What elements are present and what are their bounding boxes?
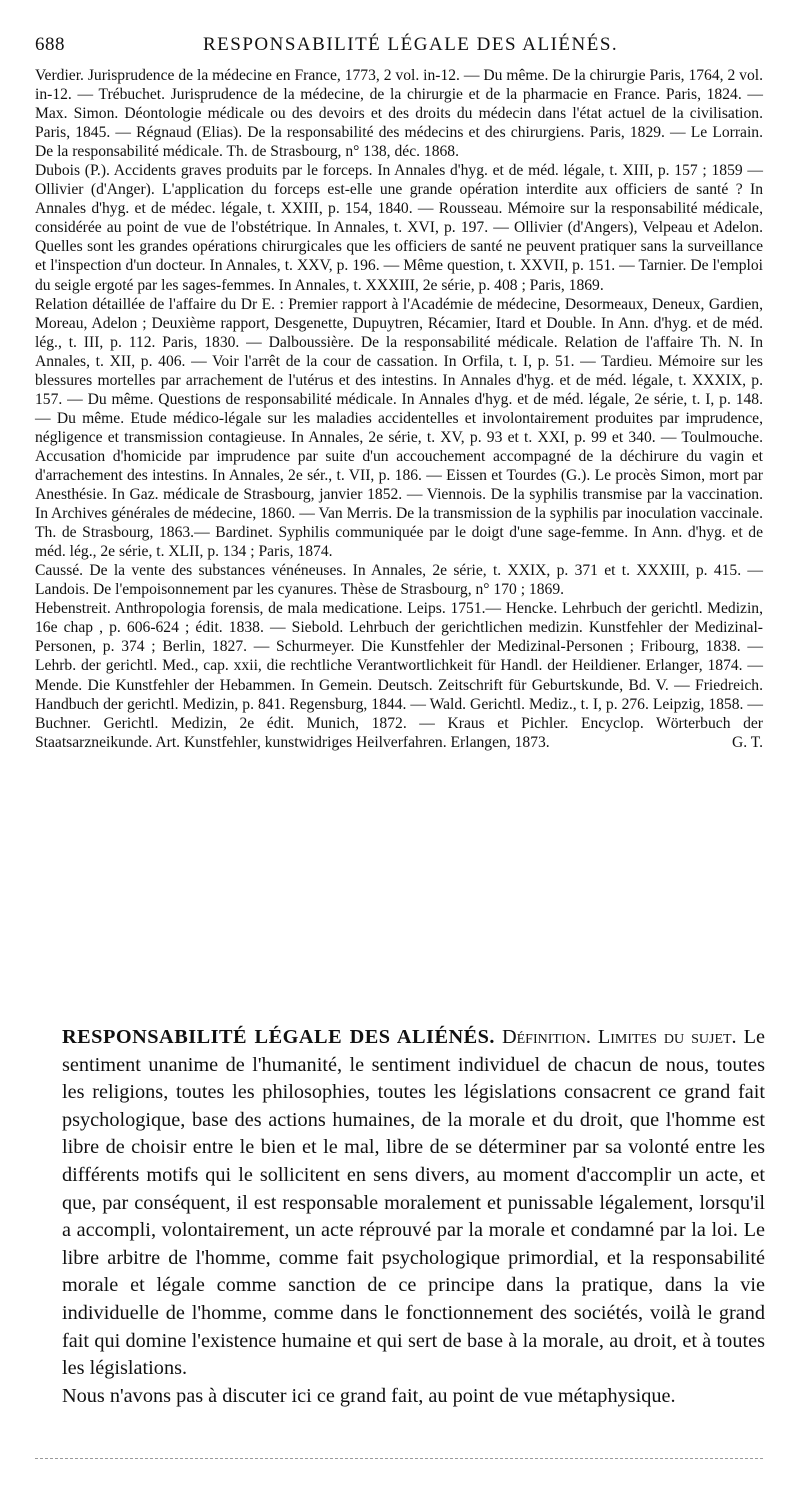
article-headword: RESPONSABILITÉ LÉGALE DES ALIÉNÉS. <box>62 1026 495 1048</box>
bibliography-entry: Verdier. Jurisprudence de la médecine en France, 1773, 2 vol. in-12. — Du même. De la chirurgie Paris, 1764, 2 vol. in-12. — Trébuchet. Jurisprudence de la médecine, de la chirurgie et de la pharmacie en France. Paris, 1824. — Max. Simon. Déontologie médicale ou des devoirs et des droits du médecin dans l'état actuel de la civilisation. Paris, 1845. — Régnaud (Elias). De la responsabilité des médecins et des chirurgiens. Paris, 1829. — Le Lorrain. De la responsabilité médicale. Th. de Strasbourg, n° 138, déc. 1868. <box>35 67 763 161</box>
bibliography-entry: Caussé. De la vente des substances vénéneuses. In Annales, 2e série, t. XXIX, p. 371 et t. XXXIII, p. 415. — Landois. De l'empoisonnement par les cyanures. Thèse de Strasbourg, n° 170 ; 1869. <box>35 562 763 599</box>
bibliography-entry <box>35 599 763 751</box>
bibliography-block <box>35 66 763 752</box>
running-title: RESPONSABILITÉ LÉGALE DES ALIÉNÉS. <box>203 34 619 55</box>
bibliography-entry: Relation détaillée de l'affaire du Dr E. : Premier rapport à l'Académie de médecine, Desormeaux, Deneux, Gardien, Moreau, Adelon ; Deuxième rapport, Desgenette, Dupuytren, Récamier, Itard et Double. In Ann. d'hyg. et de méd. lég., t. III, p. 112. Paris, 1830. — Dalboussière. De la responsabilité médicale. Relation de l'affaire Th. N. In Annales, t. XII, p. 406. — Voir l'arrêt de la cour de cassation. In Orfila, t. I, p. 51. — Tardieu. Mémoire sur les blessures mortelles par arrachement de l'utérus et des intestins. In Annales d'hyg. et de méd. légale, t. XXXIX, p. 157. — Du même. Questions de responsabilité médicale. In Annales d'hyg. et de méd. légale, 2e série, t. I, p. 148. — Du même. Etude médico-légale sur les maladies accidentelles et involontairement produites par imprudence, négligence et transmission contagieuse. In Annales, 2e série, t. XV, p. 93 et t. XXI, p. 99 et 340. — Toulmouche. Accusation d'homicide par imprudence par suite d'un accouchement accompagné de la déchirure du vagin et d'arrachement des intestins. In Annales, 2e sér., t. VII, p. 186. — Eissen et Tourdes (G.). Le procès Simon, mort par Anesthésie. In Gaz. médicale de Strasbourg, janvier 1852. — Viennois. De la syphilis transmise par la vaccination. In Archives générales de médecine, 1860. — Van Merris. De la transmission de la syphilis par inoculation vaccinale. Th. de Strasbourg, 1863.— Bardinet. Syphilis communiquée par le doigt d'une sage-femme. In Ann. d'hyg. et de méd. lég., 2e série, t. XLII, p. 134 ; Paris, 1874. <box>35 295 763 561</box>
article-subheads: Définition. Limites du sujet. <box>501 1026 737 1048</box>
article-body <box>62 1024 765 1410</box>
article-paragraph-text: Le sentiment unanime de l'humanité, le sentiment individuel de chacun de nous, toutes les religions, toutes les philosophies, toutes les législations consacrent ce grand fait psychologique, base des actions humaines, de la morale et du droit, que l'homme est libre de choisir entre le bien et le mal, libre de se déterminer par sa volonté entre les différents motifs qui le sollicitent en sens divers, au moment d'accomplir un acte, et que, par conséquent, il est responsable moralement et punissable légalement, lorsqu'il a accompli, volontairement, un acte réprouvé par la morale et condamné par la loi. Le libre arbitre de l'homme, comme fait psychologique primordial, et la responsabilité morale et légale comme sanction de ce principe dans la pratique, dans la vie individuelle de l'homme, comme dans le fonctionnement des sociétés, voilà le grand fait qui domine l'existence humaine et qui sert de base à la morale, au droit, et à toutes les législations. <box>62 1026 765 1380</box>
article-paragraph: Nous n'avons pas à discuter ici ce grand fait, au point de vue métaphysique. <box>62 1384 676 1407</box>
page-number: 688 <box>35 34 65 55</box>
author-signature: G. T. <box>731 733 763 751</box>
bibliography-entry-text: Hebenstreit. Anthropologia forensis, de mala medicatione. Leips. 1751.— Hencke. Lehrbuch der gerichtl. Medizin, 16e chap , p. 606-624 ; édit. 1838. — Siebold. Lehrbuch der gerichtlichen medizin. Kunstfehler der Medizinal-Personen, p. 374 ; Berlin, 1827. — Schurmeyer. Die Kunstfehler der Medizinal-Personen ; Fribourg, 1838. — Lehrb. der gerichtl. Med., cap. xxii, die rechtliche Verantwortlichkeit für Handl. der Heildiener. Erlanger, 1874. — Mende. Die Kunstfehler der Hebammen. In Gemein. Deutsch. Zeitschrift für Geburtskunde, Bd. V. — Friedreich. Handbuch der gerichtl. Medizin, p. 841. Regensburg, 1844. — Wald. Gerichtl. Mediz., t. I, p. 276. Leipzig, 1858. — Buchner. Gerichtl. Medizin, 2e édit. Munich, 1872. — Kraus et Pichler. Encyclop. Wörterbuch der Staatsarzneikunde. Art. Kunstfehler, kunstwidriges Heilverfahren. Erlangen, 1873. <box>35 600 763 751</box>
bibliography-entry: Dubois (P.). Accidents graves produits par le forceps. In Annales d'hyg. et de méd. légale, t. XIII, p. 157 ; 1859 — Ollivier (d'Anger). L'application du forceps est-elle une grande opération interdite aux officiers de santé ? In Annales d'hyg. et de médec. légale, t. XXIII, p. 154, 1840. — Rousseau. Mémoire sur la responsabilité médicale, considérée au point de vue de l'obstétrique. In Annales, t. XVI, p. 197. — Ollivier (d'Angers), Velpeau et Adelon. Quelles sont les grandes opérations chirurgicales que les officiers de santé ne peuvent pratiquer sans la surveillance et l'inspection d'un docteur. In Annales, t. XXV, p. 196. — Même question, t. XXVII, p. 151. — Tarnier. De l'emploi du seigle ergoté par les sages-femmes. In Annales, t. XXXIII, 2e série, p. 408 ; Paris, 1869. <box>35 162 763 294</box>
article-paragraph <box>62 1024 765 1383</box>
bottom-rule <box>35 1458 763 1459</box>
page-header <box>35 34 765 60</box>
